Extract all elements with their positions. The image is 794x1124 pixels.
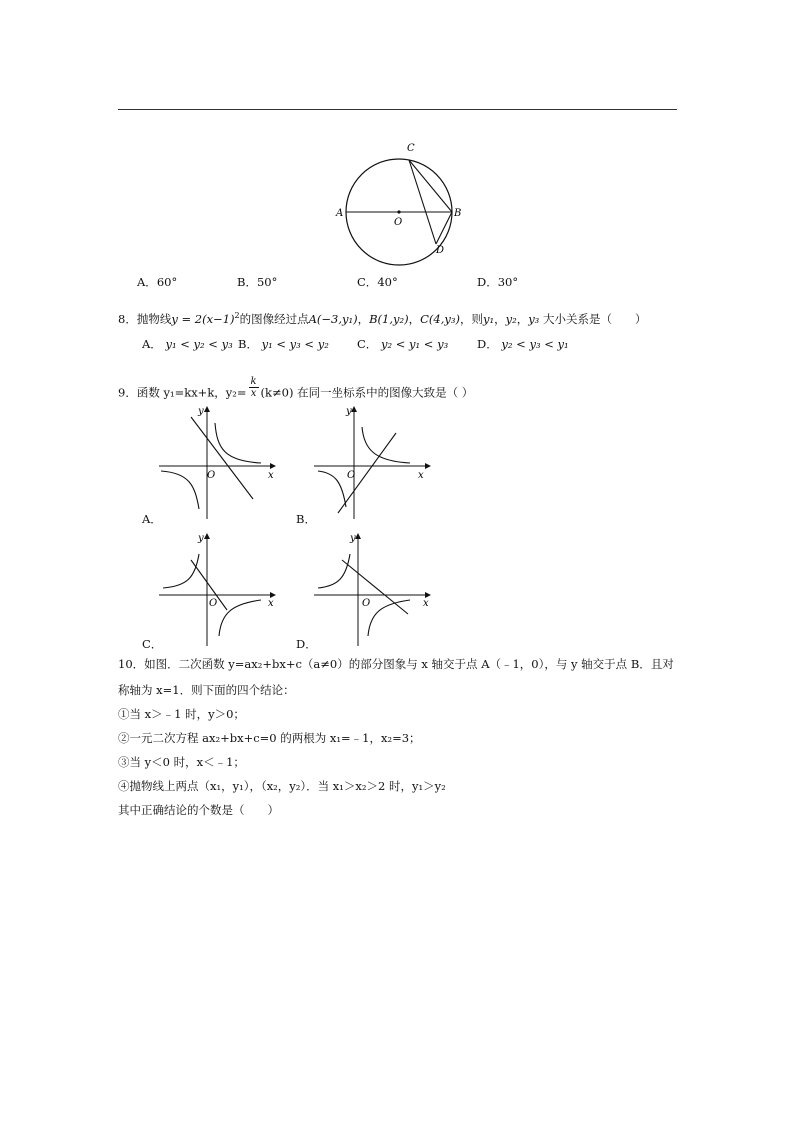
y-label: y [346, 406, 352, 417]
q9-graph-d [310, 530, 435, 648]
hyperbola-q3 [318, 471, 346, 507]
q7-option-c: C．40° [357, 275, 398, 289]
q10-conclusion-2: ②一元二次方程 ax₂+bx+c=0 的两根为 x₁=﹣1，x₂=3； [118, 731, 421, 745]
q8-stem: 8．抛物线$y = 2(x-1)^2$的图像经过点A(−3,y₁)，B(1,y₂)，C(4,y₃)，则y₁，y₂，y₃ 大小关系是（ ） [118, 311, 647, 326]
q10-line2: 称轴为 x=1．则下面的四个结论： [118, 683, 295, 697]
hyperbola-q1 [362, 427, 410, 463]
q9-graph-b [310, 403, 435, 521]
x-label: x [418, 470, 424, 481]
line-y1 [191, 417, 253, 499]
center-dot [397, 210, 400, 213]
q9-graph-a [155, 403, 280, 521]
q10-question: 其中正确结论的个数是（ ） [118, 803, 279, 817]
label-a: A [336, 208, 344, 219]
q9-graph-c [155, 530, 280, 648]
line-y1 [342, 560, 408, 614]
q9-option-d: D． [296, 637, 317, 651]
label-b: B [454, 208, 462, 219]
chord-cd [409, 160, 436, 244]
label-c: C [407, 143, 415, 154]
header-rule [118, 109, 677, 110]
y-label: y [350, 533, 356, 544]
q8-option-d: D． y₂ < y₃ < y₁ [477, 337, 569, 351]
q9-option-c: C． [142, 637, 163, 651]
origin-label: O [209, 598, 218, 609]
q8-option-c: C． y₂ < y₁ < y₃ [357, 337, 449, 351]
q10-line1: 10．如图．二次函数 y=ax₂+bx+c（a≠0）的部分图象与 x 轴交于点 A（﹣1，0），与 y 轴交于点 B．且对 [118, 657, 674, 671]
q8-option-b: B． y₁ < y₃ < y₂ [238, 337, 329, 351]
x-label: x [423, 598, 429, 609]
hyperbola-q4 [368, 600, 410, 636]
q7-option-b: B．50° [237, 275, 278, 289]
y-label: y [198, 406, 204, 417]
origin-label: O [362, 598, 371, 609]
hyperbola-q3 [161, 471, 199, 509]
circle-diagram [330, 136, 470, 266]
q10-conclusion-4: ④抛物线上两点（x₁，y₁），（x₂，y₂）．当 x₁＞x₂＞2 时，y₁＞y₂ [118, 779, 446, 793]
q9-stem: 9．函数 y₁=kx+k，y₂= $\frac{k}{x}$ (k≠0) 在同一坐标系中的图像大致是（ ） [118, 376, 474, 400]
q10-conclusion-1: ①当 x＞﹣1 时，y＞0； [118, 707, 245, 721]
y-label: y [198, 533, 204, 544]
q10-conclusion-3: ③当 y＜0 时，x＜﹣1； [118, 755, 245, 769]
hyperbola-q2 [318, 554, 350, 588]
q7-option-a: A．60° [137, 275, 178, 289]
origin-label: O [207, 470, 216, 481]
hyperbola-q4 [219, 600, 261, 636]
q9-option-a: A． [142, 512, 162, 526]
q8-option-a: A． y₁ < y₂ < y₃ [142, 337, 233, 351]
x-label: x [268, 598, 274, 609]
origin-label: O [347, 470, 356, 481]
x-label: x [268, 470, 274, 481]
label-o: O [394, 217, 403, 228]
hyperbola-q2 [163, 554, 199, 588]
label-d: D [436, 245, 445, 256]
q9-option-b: B． [296, 512, 316, 526]
q7-option-d: D．30° [477, 275, 519, 289]
